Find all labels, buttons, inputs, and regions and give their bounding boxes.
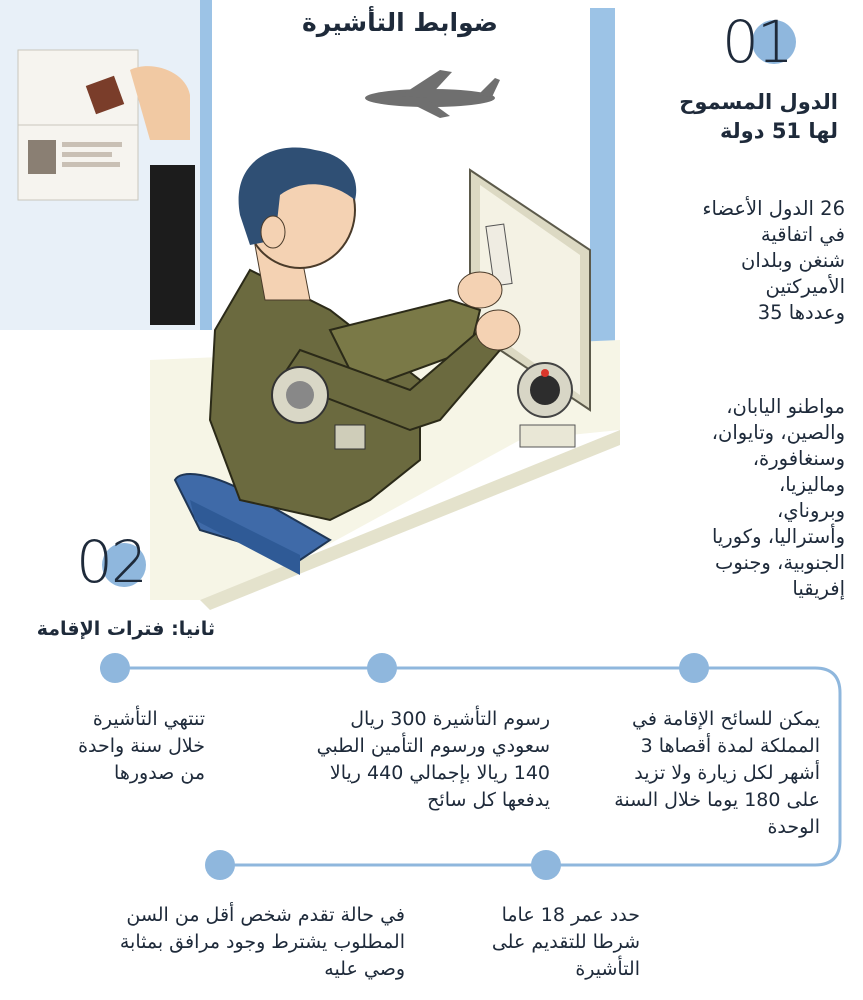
text-line: الجنوبية، وجنوب [715,551,845,574]
text-line: الوحدة [767,816,820,838]
age-requirement-text [420,902,640,983]
text-line: أشهر لكل زيارة ولا تزيد [634,762,820,784]
text-line: التأشيرة [575,958,640,980]
text-line: وبروناي، [777,499,845,522]
timeline-dot [679,653,709,683]
text-line: يدفعها كل سائح [427,789,550,811]
text-line: شنغن وبلدان [741,249,845,272]
text-line: سعودي ورسوم التأمين الطبي [316,735,550,757]
section2-heading: ثانيا: فترات الإقامة [36,618,215,640]
text-line: في حالة تقدم شخص أقل من السن [126,904,405,926]
text-line: شرطا للتقديم على [491,931,640,953]
timeline-dot [205,850,235,880]
text-line: وسنغافورة، [752,447,845,470]
text-line: وصي عليه [324,958,405,980]
page-title: ضوابط التأشيرة [302,8,498,37]
text-line: في اتفاقية [760,223,845,246]
heading-line: الدول المسموح [679,90,838,114]
text-line: 26 الدول الأعضاء [702,197,845,220]
section-number-01: 01 [722,8,792,76]
text-line: تنتهي التأشيرة [92,708,205,730]
timeline-dot [367,653,397,683]
text-line: وأستراليا، وكوريا [711,525,845,548]
text-line: حدد عمر 18 عاما [501,904,640,926]
text-line: على 180 يوما خلال السنة [614,789,820,811]
stay-duration-text [565,706,820,841]
text-line: من صدورها [114,762,205,784]
text-line: خلال سنة واحدة [78,735,205,757]
heading-line: لها 51 دولة [720,119,838,143]
text-line: رسوم التأشيرة 300 ريال [350,708,550,730]
timeline-dot [100,653,130,683]
section-number-02: 02 [76,528,146,596]
text-line: مواطنو اليابان، [726,395,845,418]
text-line: إفريقيا [792,577,845,600]
timeline-dot [531,850,561,880]
text-line: الأميركتين [765,275,845,298]
visa-expiry-text [20,706,205,787]
minor-guardian-text [20,902,405,983]
text-line: المملكة لمدة أقصاها 3 [640,735,820,757]
text-line: المطلوب يشترط وجود مرافق بمثابة [119,931,405,953]
text-line: يمكن للسائح الإقامة في [632,708,820,730]
visa-fees-text [250,706,550,814]
text-line: والصين، وتايوان، [711,421,845,444]
text-line: وماليزيا، [778,473,845,496]
text-line: وعددها 35 [757,301,845,324]
text-line: 140 ريالا بإجمالي 440 ريالا [329,762,550,784]
